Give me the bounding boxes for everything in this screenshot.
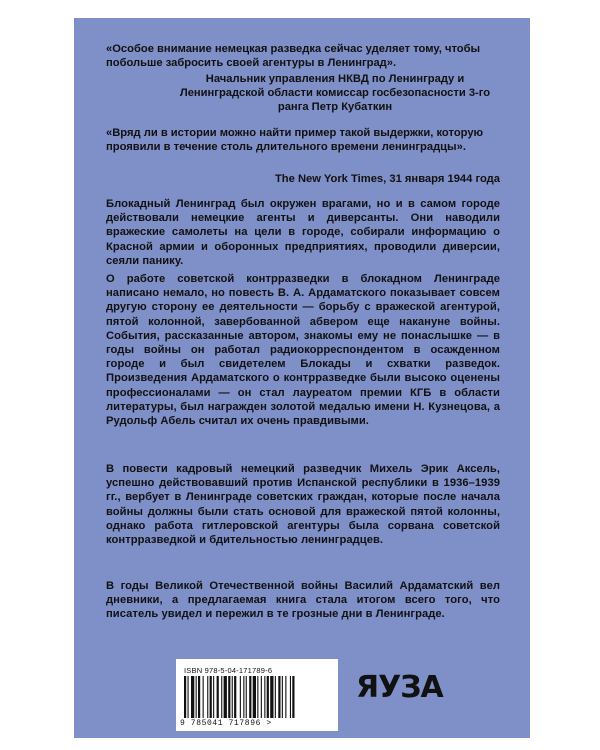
publisher-logo: ЯУЗА bbox=[356, 670, 443, 705]
paragraph-1 bbox=[106, 197, 500, 268]
quote-2-attribution: The New York Times, 31 января 1944 года bbox=[274, 173, 500, 185]
quote-1-text: «Особое внимание немецкая разведка сейчас уделяет тому, чтобы побольше забросить своей агентуры в Ленинград». bbox=[106, 43, 481, 70]
paragraph-text: В повести кадровый немецкий разведчик Михель Эрик Аксель, успешно действовавший против Испанской республики в 1936–1939 гг., вербует в Ленинграде советских граждан, которые после начала войны должны были стать основой для вражеской пятой колонны, однако работа гитлеровской агентуры была сорвана советской контрразведкой и бдительностью ленинградцев. bbox=[106, 463, 500, 547]
paragraph-3 bbox=[106, 462, 500, 547]
paragraph-2 bbox=[106, 272, 500, 428]
paragraph-4 bbox=[106, 579, 500, 622]
barcode-digits: 9 785041 717896 > bbox=[180, 719, 272, 728]
quote-2 bbox=[106, 126, 500, 154]
paragraph-text: О работе советской контрразведки в блокадном Ленинграде написано немало, но повесть В. А. Ардаматского показывает совсем другую сторону ее деятельности — борьбу с вражеской агентурой, пятой колонной, завербованной абвером еще накануне войны. События, рассказанные автором, знакомы ему не понаслышке — в годы войны он работал радиокорреспондентом в осажденном городе и был свидетелем Блокады и схватки разведок. Произведения Ардаматского о контрразведке были высоко оценены профессионалами — он стал лауреатом премии КГБ в области литературы, был награжден золотой медалью имени Н. Кузнецова, а Рудольф Абель считал их очень правдивыми. bbox=[106, 273, 500, 428]
barcode-panel bbox=[176, 659, 338, 731]
quote-1 bbox=[106, 42, 500, 70]
paragraph-text: В годы Великой Отечественной войны Василий Ардаматский вел дневники, а предлагаемая книга стала итогом всего того, что писатель увидел и пережил в те грозные дни в Ленинграде. bbox=[106, 580, 500, 621]
paragraph-text: Блокадный Ленинград был окружен врагами, но и в самом городе действовали немецкие агенты и диверсанты. Они наводили вражеские самолеты на цели в городе, собирали информацию о Красной армии и оборонных предприятиях, проводили диверсии, сеяли панику. bbox=[106, 198, 500, 267]
quote-2-attribution-block bbox=[106, 172, 500, 186]
quote-1-attribution: Начальник управления НКВД по Ленинграду и Ленинградской области комиссар госбезопасности 3-го ранга Петр Кубаткин bbox=[179, 73, 491, 114]
isbn-label: ISBN 978-5-04-171789-6 bbox=[184, 666, 273, 675]
quote-2-text: «Вряд ли в истории можно найти пример такой выдержки, которую проявили в течение столь длительного времени ленинградцы». bbox=[106, 127, 484, 154]
quote-1-attribution-block bbox=[170, 72, 500, 115]
barcode-icon bbox=[184, 676, 330, 718]
